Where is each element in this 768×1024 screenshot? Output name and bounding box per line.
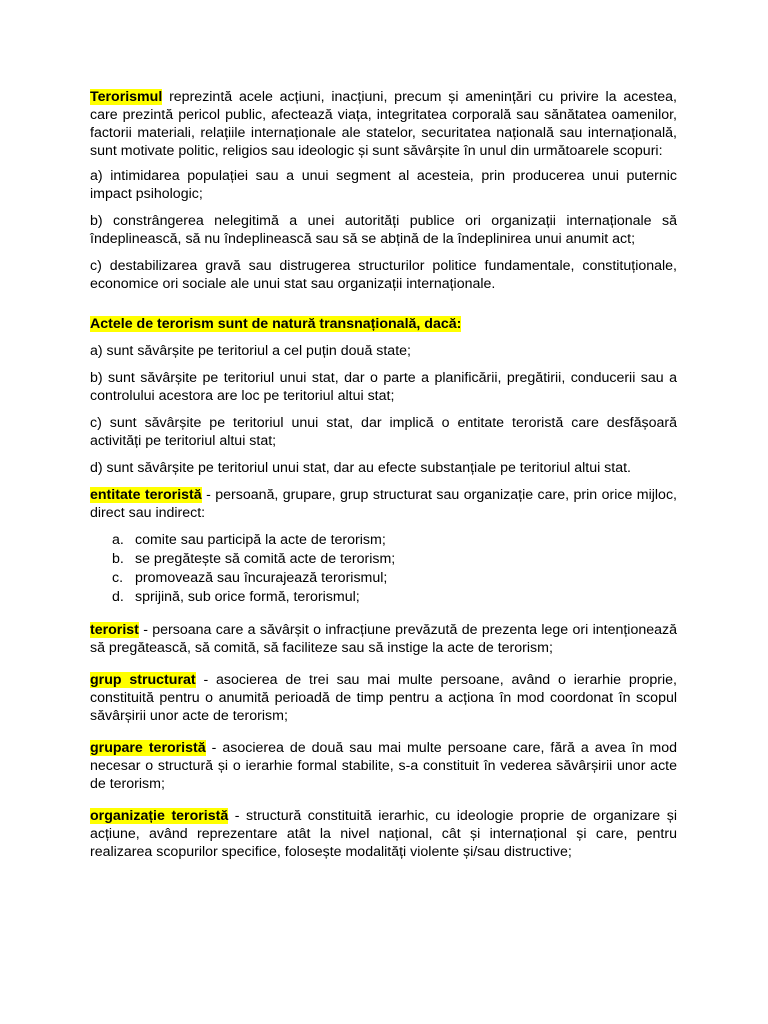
- definition-text: - structură constituită ierarhic, cu ideologie proprie de organizare și acțiune, având reprezentare atât la nivel național, cât și internațional și care, pentru realizarea scopurilor specifice, folosește modalități violente și/sau distructive;: [90, 808, 677, 860]
- paragraph-spacer: [90, 302, 677, 315]
- list-item: [90, 550, 677, 569]
- definition-terrorist-group: [90, 739, 677, 793]
- highlighted-term: organizație teroristă: [90, 808, 229, 824]
- highlighted-term: terorist: [90, 622, 139, 638]
- list-item-text: se pregătește să comită acte de terorism;: [135, 551, 396, 567]
- transnational-item-b: b) sunt săvârșite pe teritoriul unui stat, dar o parte a planificării, pregătirii, conducerii sau a controlului acestora are loc pe teritoriul altui stat;: [90, 370, 677, 404]
- list-item-text: promovează sau încurajează terorismul;: [135, 570, 388, 586]
- definition-text: reprezintă acele acțiuni, inacțiuni, precum și amenințări cu privire la acestea, care prezintă pericol public, afectează viața, integritatea corporală sau sănătatea oamenilor, factorii materiali, relațiile internaționale ale statelor, securitatea națională sau internațională, sunt motivate politic, religios sau ideologic și sunt săvârșite în unul din următoarele scopuri:: [90, 89, 677, 159]
- transnational-heading: [90, 315, 677, 333]
- highlighted-heading: Actele de terorism sunt de natură transnațională, dacă:: [90, 316, 462, 332]
- definition-structured-group: [90, 671, 677, 725]
- definition-terrorist: [90, 621, 677, 657]
- transnational-item-d: d) sunt săvârșite pe teritoriul unui stat, dar au efecte substanțiale pe teritoriul altui stat.: [90, 460, 631, 476]
- highlighted-term: Terorismul: [90, 89, 163, 105]
- transnational-item-a: a) sunt săvârșite pe teritoriul a cel puțin două state;: [90, 343, 411, 359]
- list-marker: d.: [112, 589, 124, 605]
- list-item-text: comite sau participă la acte de terorism;: [135, 532, 386, 548]
- definition-terrorism: [90, 88, 677, 160]
- list-item: [90, 531, 677, 550]
- definition-entity: [90, 486, 677, 522]
- highlighted-term: entitate teroristă: [90, 487, 202, 503]
- definition-text: - asocierea de trei sau mai multe persoane, având o ierarhie proprie, constituită pentru o anumită perioadă de timp pentru a acționa în mod coordonat în scopul săvârșirii unor acte de terorism;: [90, 672, 677, 724]
- highlighted-term: grup structurat: [90, 672, 196, 688]
- list-marker: c.: [112, 570, 124, 586]
- transnational-item-c: c) sunt săvârșite pe teritoriul unui stat, dar implică o entitate teroristă care desfășoară activități pe teritoriul altui stat;: [90, 415, 677, 449]
- scope-item-b: b) constrângerea nelegitimă a unei autorități publice ori organizații internaționale să îndeplinească, să nu îndeplinească sau să se abțină de la îndeplinirea unui anumit act;: [90, 213, 677, 247]
- definition-terrorist-organization: [90, 807, 677, 861]
- list-item-text: sprijină, sub orice formă, terorismul;: [135, 589, 360, 605]
- list-marker: b.: [112, 551, 124, 567]
- definition-text: - persoană, grupare, grup structurat sau organizație care, prin orice mijloc, direct sau indirect:: [90, 487, 677, 521]
- definition-text: - asocierea de două sau mai multe persoane care, fără a avea în mod necesar o structură și o ierarhie formal stabilite, s-a constituit în vederea săvârșirii unor acte de terorism;: [90, 740, 677, 792]
- scope-item-c: c) destabilizarea gravă sau distrugerea structurilor politice fundamentale, constituționale, economice ori sociale ale unui stat sau organizații internaționale.: [90, 258, 677, 292]
- list-item: [90, 569, 677, 588]
- list-marker: a.: [112, 532, 124, 548]
- list-item: [90, 588, 677, 607]
- entity-list: [90, 531, 677, 607]
- definition-text: - persoana care a săvârșit o infracțiune prevăzută de prezenta lege ori intenționează să pregătească, să comită, să faciliteze sau să instige la acte de terorism;: [90, 622, 677, 656]
- scope-item-a: a) intimidarea populației sau a unui segment al acesteia, prin producerea unui puternic impact psihologic;: [90, 168, 677, 202]
- highlighted-term: grupare teroristă: [90, 740, 206, 756]
